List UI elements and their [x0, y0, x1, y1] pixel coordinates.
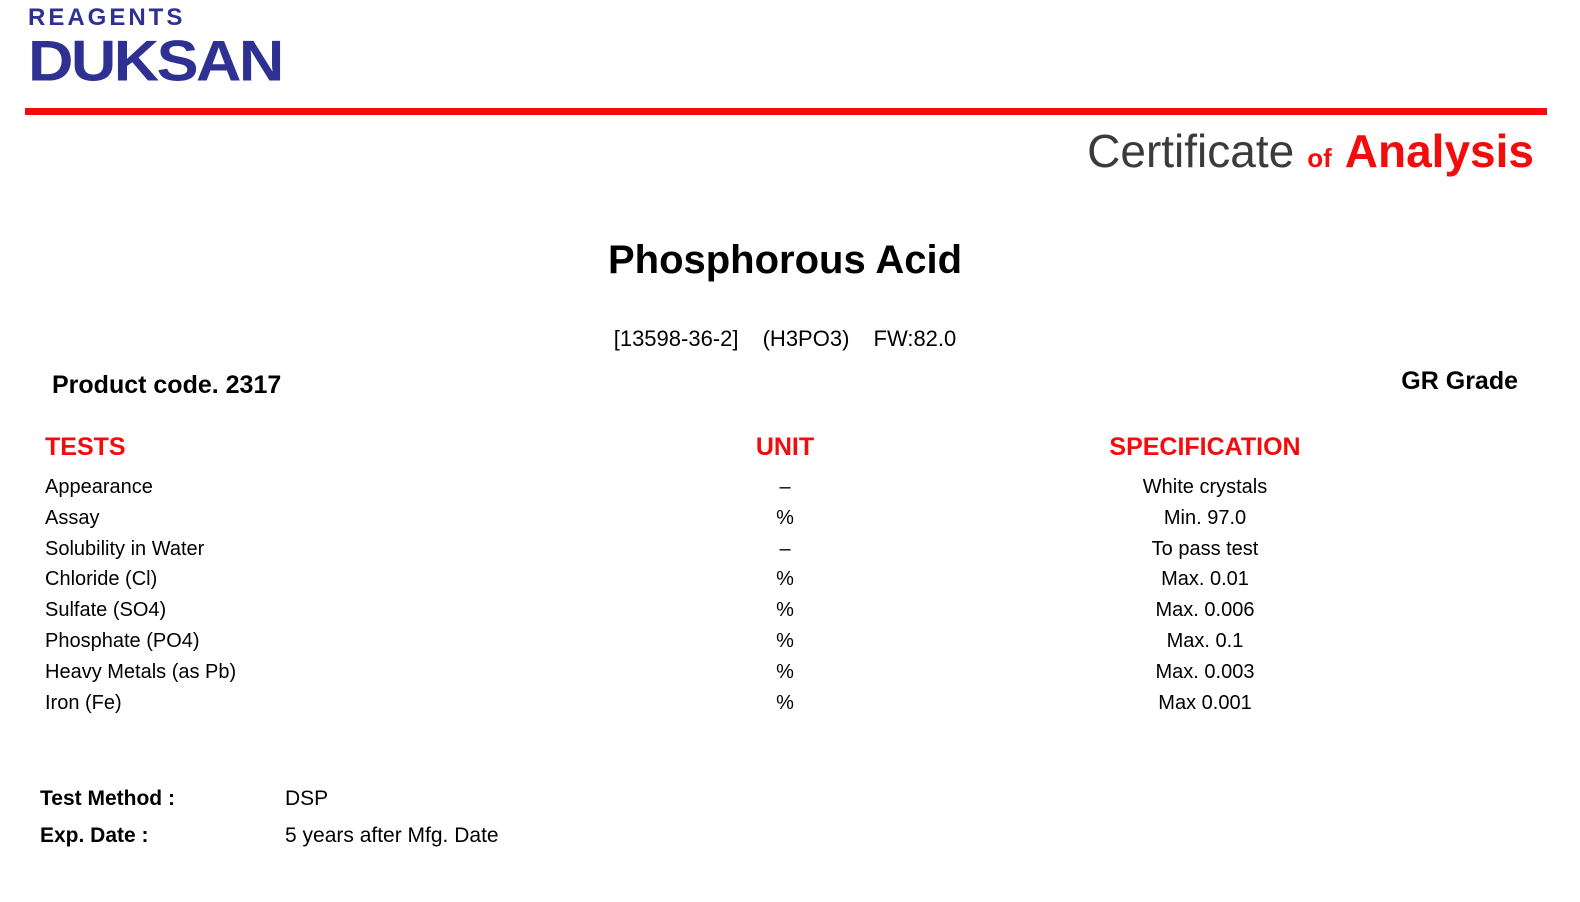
- specification-cell: Max. 0.003: [1155, 660, 1255, 683]
- certificate-of-word: of: [1307, 143, 1332, 173]
- test-name-cell: Phosphate (PO4): [45, 629, 200, 652]
- duksan-logo: [28, 6, 327, 106]
- test-method-row: [40, 780, 499, 817]
- exp-date-label: Exp. Date :: [40, 824, 149, 847]
- specification-cell: Max. 0.1: [1166, 629, 1244, 652]
- table-body: [0, 472, 1545, 718]
- cas-number: [13598-36-2]: [613, 326, 739, 351]
- specification-cell: Max. 0.01: [1161, 568, 1249, 591]
- product-identifiers: [0, 324, 1570, 355]
- specification-cell: Max. 0.006: [1155, 599, 1255, 622]
- unit-cell: %: [776, 691, 794, 714]
- table-row: [0, 534, 1545, 565]
- product-title: Phosphorous Acid: [607, 238, 963, 282]
- exp-date-value: 5 years after Mfg. Date: [285, 824, 499, 847]
- unit-cell: %: [776, 629, 794, 652]
- logo-duksan-text: DUKSAN: [28, 28, 282, 93]
- certificate-analysis-word: Analysis: [1344, 125, 1534, 177]
- unit-column-header: UNIT: [755, 433, 815, 461]
- table-row: [0, 595, 1545, 626]
- unit-cell: %: [776, 506, 794, 529]
- table-row: [0, 564, 1545, 595]
- specification-cell: To pass test: [1151, 537, 1259, 560]
- logo-reagents-text: REAGENTS: [28, 4, 186, 31]
- exp-date-row: [40, 817, 499, 854]
- chemical-formula: (H3PO3): [762, 326, 850, 351]
- specification-cell: Min. 97.0: [1163, 506, 1247, 529]
- specification-cell: Max 0.001: [1158, 691, 1252, 714]
- test-name-cell: Sulfate (SO4): [45, 599, 167, 622]
- tests-column-header: TESTS: [45, 433, 126, 461]
- unit-cell: %: [776, 599, 794, 622]
- product-code: Product code. 2317: [52, 371, 282, 399]
- table-row: [0, 688, 1545, 719]
- header-divider-rule: [25, 108, 1547, 115]
- grade-label: GR Grade: [1401, 367, 1518, 395]
- specification-cell: White crystals: [1142, 476, 1268, 498]
- footer-info: [40, 780, 499, 854]
- unit-cell: –: [779, 476, 791, 498]
- certificate-word: Certificate: [1087, 125, 1295, 177]
- formula-weight: FW:82.0: [873, 326, 957, 351]
- unit-cell: –: [779, 537, 791, 560]
- test-name-cell: Assay: [45, 506, 100, 529]
- table-header-row: [0, 430, 1545, 464]
- test-method-label: Test Method :: [40, 787, 175, 810]
- unit-cell: %: [776, 568, 794, 591]
- table-row: [0, 472, 1545, 503]
- test-name-cell: Iron (Fe): [45, 691, 122, 714]
- test-method-value: DSP: [285, 787, 329, 810]
- table-row: [0, 657, 1545, 688]
- test-name-cell: Appearance: [45, 476, 153, 498]
- test-name-cell: Chloride (Cl): [45, 568, 158, 591]
- table-row: [0, 626, 1545, 657]
- certificate-heading: [1087, 121, 1534, 188]
- table-row: [0, 503, 1545, 534]
- unit-cell: %: [776, 660, 794, 683]
- specification-column-header: SPECIFICATION: [1109, 433, 1301, 461]
- test-name-cell: Solubility in Water: [45, 537, 205, 560]
- test-name-cell: Heavy Metals (as Pb): [45, 660, 237, 683]
